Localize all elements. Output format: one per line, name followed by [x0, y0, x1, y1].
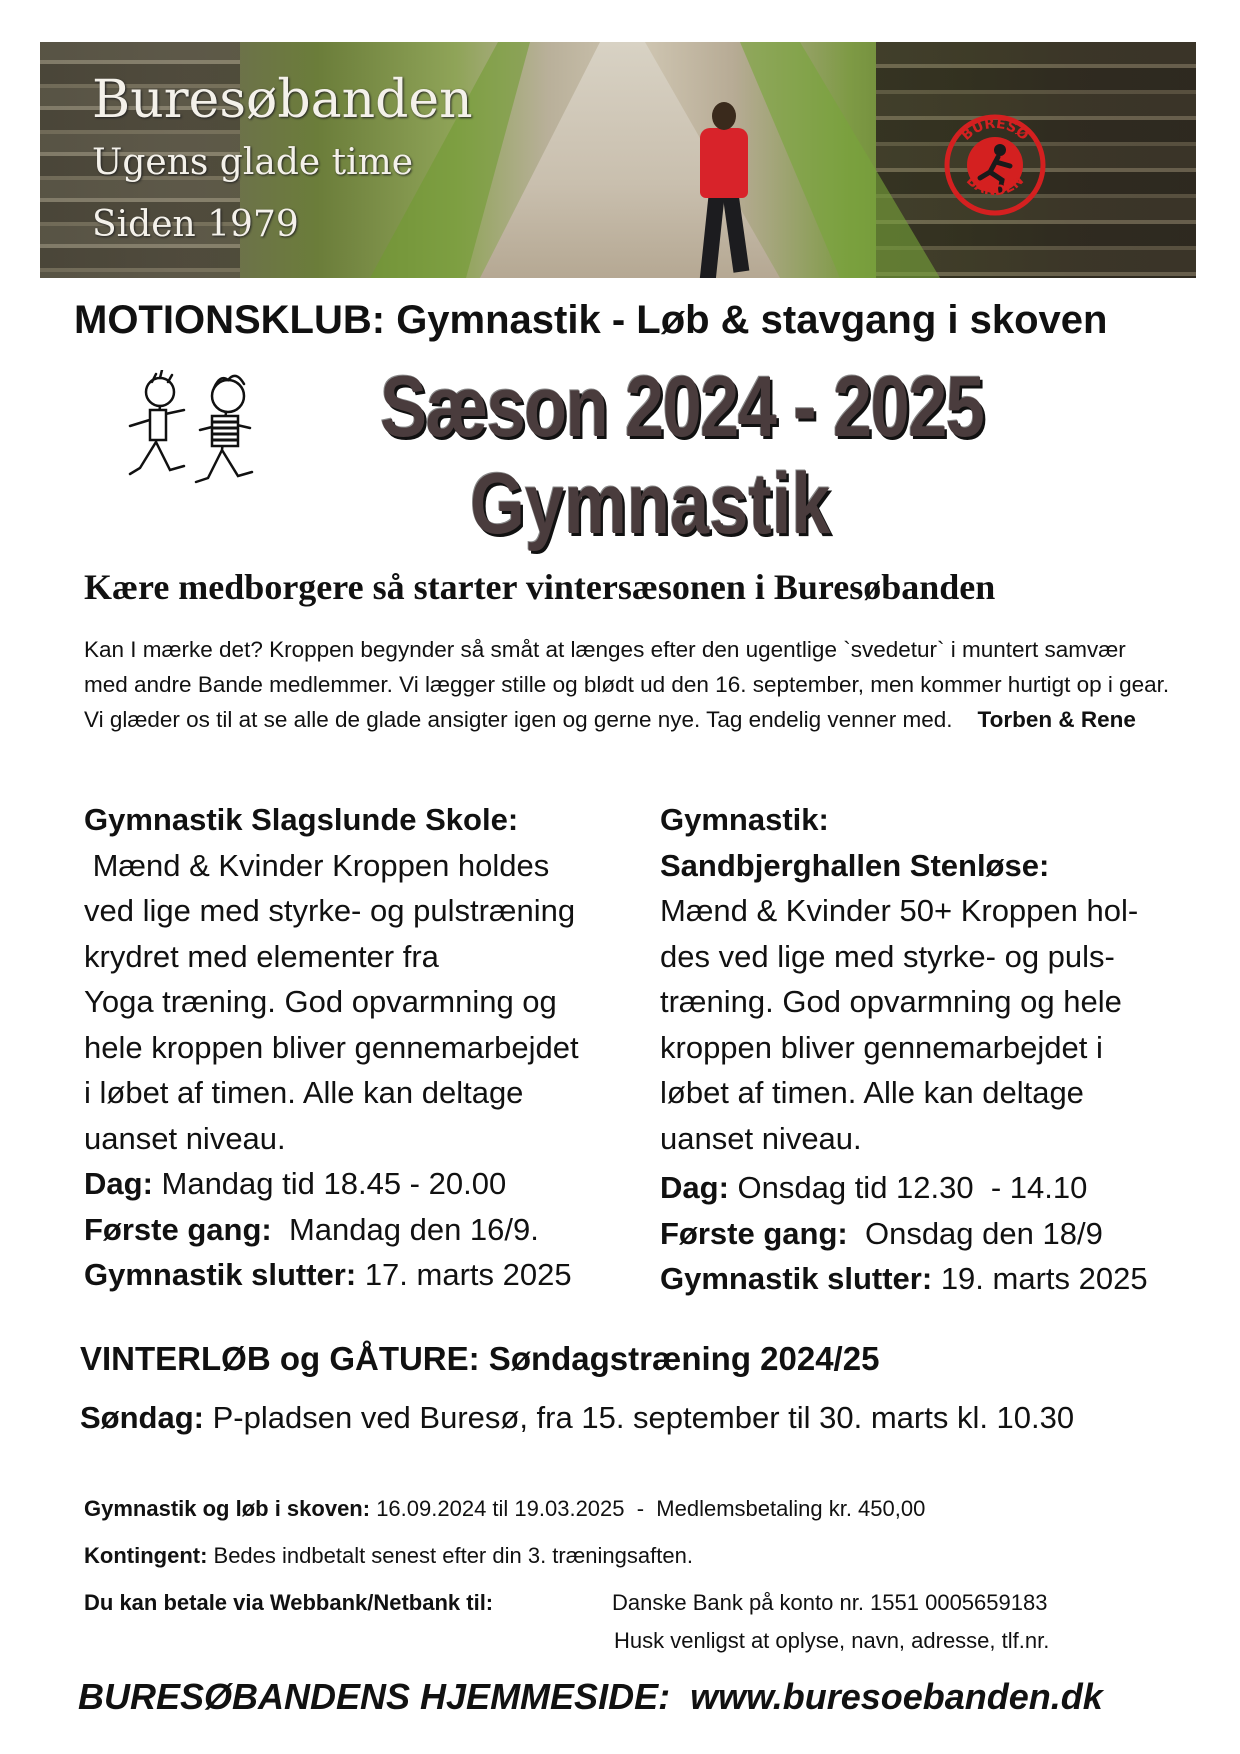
website-footer: BURESØBANDENS HJEMMESIDE: www.buresoebanden.dk	[78, 1676, 1103, 1717]
badge-text-bottom: BANDEN	[963, 172, 1027, 200]
sandbjerghallen-day	[660, 1165, 1200, 1211]
slagslunde-line: ved lige med styrke- og pulstræning	[84, 893, 576, 928]
bank-reminder: Husk venligst at oplyse, navn, adresse, tlf.nr.	[614, 1628, 1050, 1653]
badge-text-top: BURESØ	[958, 115, 1032, 144]
day-label: Dag:	[84, 1166, 153, 1201]
end-value: 19. marts 2025	[932, 1261, 1148, 1296]
day-value: Onsdag tid 12.30 - 14.10	[728, 1170, 1088, 1205]
sandbjerghallen-end	[660, 1256, 1200, 1302]
sandbjerghallen-section	[660, 797, 1200, 1302]
season-subtitle: Gymnastik	[470, 456, 831, 552]
sandbjerghallen-heading-1: Gymnastik:	[660, 802, 829, 837]
sandbjerghallen-heading-2: Sandbjerghallen Stenløse:	[660, 847, 1050, 883]
slagslunde-line: hele kroppen bliver gennemarbejdet	[84, 1029, 579, 1065]
first-value: Mandag den 16/9.	[271, 1211, 539, 1247]
winter-heading: VINTERLØB og GÅTURE: Søndagstræning 2024/25	[80, 1340, 880, 1377]
sunday-label: Søndag:	[80, 1400, 204, 1435]
membership-period	[84, 1496, 925, 1522]
end-value: 17. marts 2025	[356, 1257, 572, 1292]
first-label: Første gang:	[84, 1211, 272, 1247]
kontingent-label: Kontingent:	[84, 1543, 208, 1568]
slagslunde-line: Yoga træning. God opvarmning og	[84, 984, 557, 1019]
brand-tagline: Ugens glade time	[92, 142, 414, 183]
runner-torso	[700, 128, 748, 198]
sandbjerghallen-line: uanset niveau.	[660, 1120, 862, 1156]
day-value: Mandag tid 18.45 - 20.00	[152, 1166, 507, 1201]
slagslunde-line: krydret med elementer fra	[84, 938, 439, 974]
season-title: Sæson 2024 - 2025	[380, 359, 984, 455]
runner-head	[712, 102, 736, 130]
bank-account: Danske Bank på konto nr. 1551 0005659183	[612, 1590, 1048, 1615]
club-logo-badge-icon	[940, 110, 1050, 220]
cartoon-runners-icon	[100, 370, 280, 510]
header-banner-photo	[40, 42, 1196, 278]
kontingent-info	[84, 1543, 693, 1569]
sunday-info	[80, 1400, 1074, 1436]
intro-paragraph	[84, 632, 1174, 737]
kontingent-value: Bedes indbetalt senest efter din 3. træningsaften.	[207, 1543, 693, 1568]
first-value: Onsdag den 18/9	[847, 1215, 1103, 1251]
sandbjerghallen-line: træning. God opvarmning og hele	[660, 984, 1122, 1019]
end-label: Gymnastik slutter:	[660, 1261, 933, 1296]
intro-signature: Torben & Rene	[977, 707, 1136, 732]
payment-label-text: Du kan betale via Webbank/Netbank til:	[84, 1590, 494, 1615]
club-heading: MOTIONSKLUB: Gymnastik - Løb & stavgang i skoven	[74, 298, 1108, 342]
brand-since: Siden 1979	[92, 204, 299, 245]
sandbjerghallen-first	[660, 1211, 1200, 1257]
slagslunde-line: i løbet af timen. Alle kan deltage	[84, 1075, 524, 1110]
slagslunde-first	[84, 1207, 654, 1253]
slagslunde-line: Mænd & Kvinder Kroppen holdes	[84, 847, 550, 883]
membership-label: Gymnastik og løb i skoven:	[84, 1496, 371, 1521]
slagslunde-day	[84, 1161, 654, 1207]
greeting-heading: Kære medborgere så starter vintersæsonen i Buresøbanden	[84, 567, 996, 607]
slagslunde-section	[84, 797, 654, 1298]
slagslunde-end	[84, 1252, 654, 1298]
slagslunde-heading: Gymnastik Slagslunde Skole:	[84, 802, 519, 837]
payment-label	[84, 1590, 493, 1616]
membership-value: 16.09.2024 til 19.03.2025 - Medlemsbetaling kr. 450,00	[370, 1496, 926, 1521]
intro-text: Kan I mærke det? Kroppen begynder så småt at længes efter den ugentlige `svedetur` i muntert samvær med andre Bande medlemmer. Vi lægger stille og blødt ud den 16. september, men kommer hurtigt op i gear. Vi glæder os til at se alle de glade ansigter igen og gerne nye. Tag endelig venner med.	[84, 637, 1170, 732]
sandbjerghallen-line: des ved lige med styrke- og puls-	[660, 938, 1115, 974]
brand-name: Buresøbanden	[92, 70, 473, 130]
day-label: Dag:	[660, 1170, 729, 1205]
sunday-value: P-pladsen ved Buresø, fra 15. september til 30. marts kl. 10.30	[204, 1400, 1075, 1435]
slagslunde-line: uanset niveau.	[84, 1120, 286, 1156]
end-label: Gymnastik slutter:	[84, 1257, 357, 1292]
sandbjerghallen-line: kroppen bliver gennemarbejdet i	[660, 1029, 1103, 1065]
sandbjerghallen-line: Mænd & Kvinder 50+ Kroppen hol-	[660, 893, 1139, 928]
sandbjerghallen-line: løbet af timen. Alle kan deltage	[660, 1075, 1084, 1110]
first-label: Første gang:	[660, 1215, 848, 1251]
